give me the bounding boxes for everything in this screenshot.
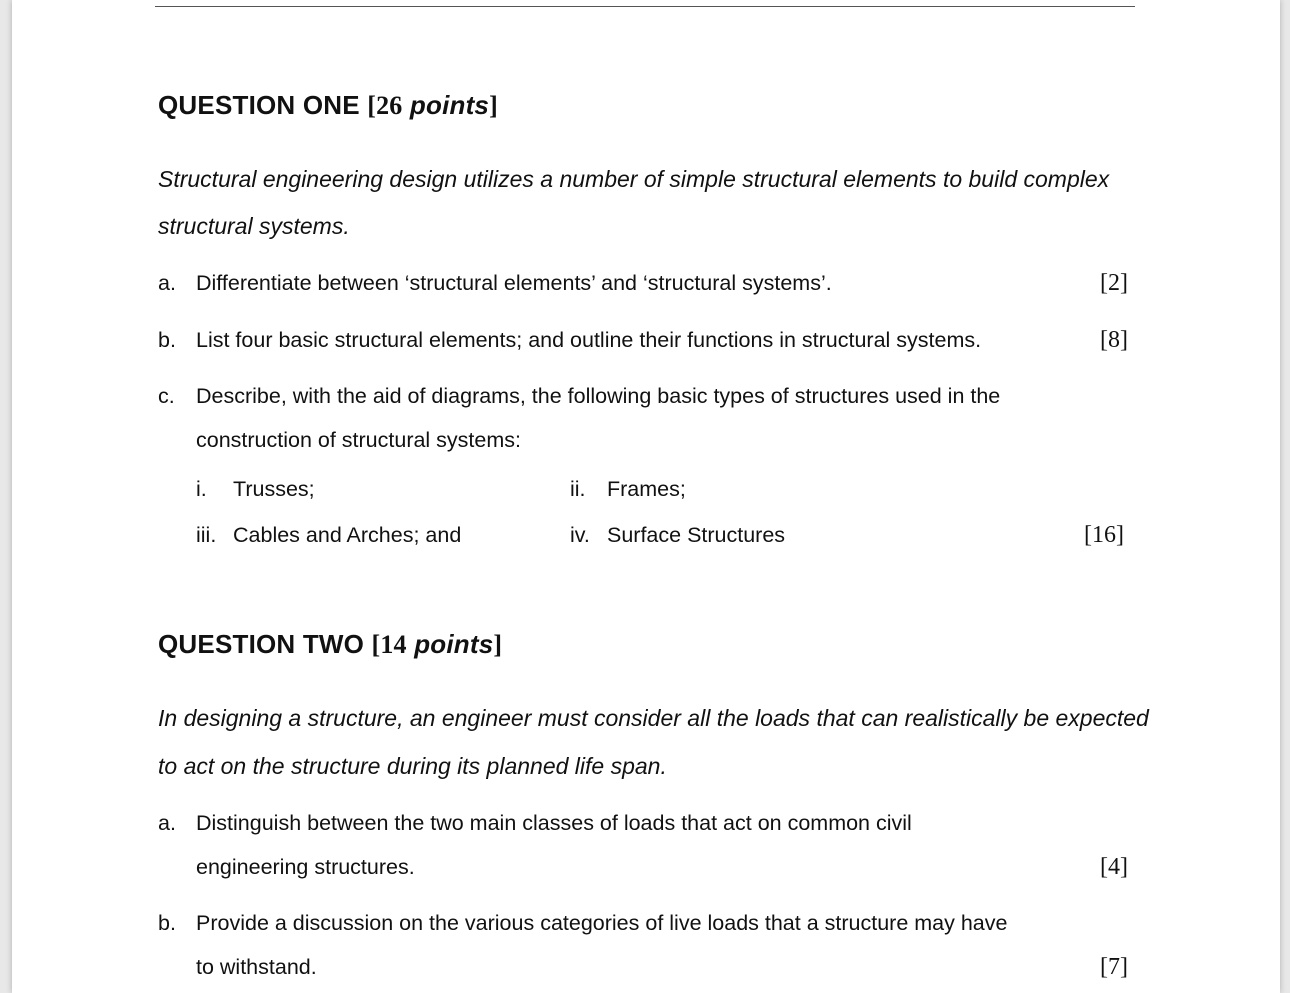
question-one-item-a-label: a. (158, 271, 176, 295)
question-one-item-c-line1: Describe, with the aid of diagrams, the following basic types of structures used in the (196, 384, 1001, 408)
question-two-heading (158, 629, 502, 660)
question-one-intro-line2: structural systems. (158, 213, 350, 239)
question-one-points-number: 26 (376, 91, 403, 120)
question-two-bracket-open: [ (371, 630, 381, 659)
question-one-item-b-label: b. (158, 328, 176, 352)
subitem-iv-label: iv. (570, 523, 590, 547)
question-one-item-b-text: List four basic structural elements; and outline their functions in structural systems. (196, 328, 982, 352)
subitem-ii-text: Frames; (607, 477, 686, 501)
top-rule (155, 6, 1135, 7)
question-one-item-c-line2: construction of structural systems: (196, 428, 521, 452)
question-two-points-label: points (414, 629, 494, 659)
question-two-bracket-close: ] (493, 630, 503, 659)
subitem-iii-text: Cables and Arches; and (233, 523, 462, 547)
subitem-ii-label: ii. (570, 477, 586, 501)
question-two-points-number: 14 (380, 630, 407, 659)
question-two-item-a-line1: Distinguish between the two main classes of loads that act on common civil (196, 811, 912, 835)
question-two-title: QUESTION TWO (158, 629, 365, 659)
subitem-iv-text: Surface Structures (607, 523, 786, 547)
question-two-item-b-label: b. (158, 911, 176, 935)
question-one-heading (158, 90, 498, 121)
question-one-intro-line1: Structural engineering design utilizes a number of simple structural elements to build complex (158, 166, 1110, 192)
question-two-item-a-marks: [4] (1100, 854, 1128, 880)
question-one-bracket-close: ] (489, 91, 498, 120)
question-two-item-a-line2: engineering structures. (196, 855, 415, 879)
question-two-item-a-label: a. (158, 811, 176, 835)
subitem-iii-label: iii. (196, 523, 217, 547)
question-two-item-b-marks: [7] (1100, 954, 1128, 980)
question-one-points-label: points (409, 90, 490, 120)
subitem-i-label: i. (196, 477, 207, 501)
question-one-item-a-marks: [2] (1100, 270, 1128, 296)
question-two-intro-line1: In designing a structure, an engineer must consider all the loads that can realistically be expected (158, 705, 1149, 731)
question-one-item-c-marks: [16] (1084, 522, 1124, 548)
question-one-title: QUESTION ONE (158, 90, 360, 120)
question-two-intro-line2: to act on the structure during its planned life span. (158, 753, 667, 779)
question-one-bracket-open: [ (367, 91, 377, 120)
question-one-item-c-label: c. (158, 384, 175, 408)
subitem-i-text: Trusses; (233, 477, 315, 501)
question-one-item-b-marks: [8] (1100, 327, 1128, 353)
question-one-item-a-text: Differentiate between ‘structural elements’ and ‘structural systems’. (196, 271, 832, 295)
question-two-item-b-line2: to withstand. (196, 955, 317, 979)
question-two-item-b-line1: Provide a discussion on the various categories of live loads that a structure may have (196, 911, 1008, 935)
